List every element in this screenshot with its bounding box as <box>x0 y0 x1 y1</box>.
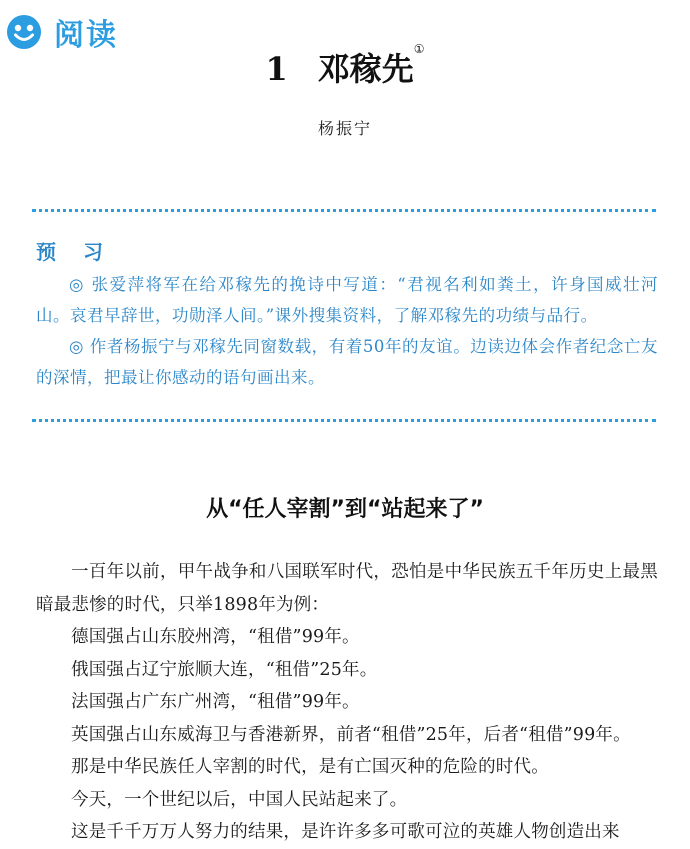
preview-item: ◎ 张爱萍将军在给邓稼先的挽诗中写道：“君视名利如粪土，许身国威壮河山。哀君早辞世，功勋泽人间。”课外搜集资料，了解邓稼先的功绩与品行。 <box>36 275 658 325</box>
section-heading: 从“任人宰割”到“站起来了” <box>206 497 484 522</box>
lesson-title <box>0 44 690 90</box>
preview-heading: 预 习 <box>36 240 113 264</box>
body-paragraph: 法国强占广东广州湾，“租借”99年。 <box>71 692 360 712</box>
lesson-number: 1 <box>265 50 288 88</box>
preview-box <box>36 236 658 393</box>
body-paragraph: 今天，一个世纪以后，中国人民站起来了。 <box>71 789 408 810</box>
body-paragraph: 那是中华民族任人宰割的时代，是有亡国灭种的危险的时代。 <box>71 757 549 777</box>
body-text <box>36 556 658 849</box>
lesson-title-text: 邓稼先 <box>317 50 414 88</box>
body-paragraph: 德国强占山东胶州湾，“租借”99年。 <box>71 627 360 647</box>
preview-item: ◎ 作者杨振宁与邓稼先同窗数载，有着50年的友谊。边读边体会作者纪念亡友的深情，把最让你感动的语句画出来。 <box>36 337 658 387</box>
divider-top <box>32 209 656 212</box>
body-paragraph: 一百年以前，甲午战争和八国联军时代，恐怕是中华民族五千年历史上最黑暗最悲惨的时代，只举1898年为例： <box>36 562 658 615</box>
section-label: 阅读 <box>54 18 118 53</box>
body-paragraph: 这是千千万万人努力的结果，是许许多多可歌可泣的英雄人物创造出来 <box>71 822 620 842</box>
body-paragraph: 俄国强占辽宁旅顺大连，“租借”25年。 <box>71 659 378 680</box>
footnote-marker[interactable]: ① <box>413 42 425 56</box>
divider-bottom <box>32 419 656 422</box>
body-paragraph: 英国强占山东威海卫与香港新界，前者“租借”25年，后者“租借”99年。 <box>71 724 631 745</box>
author-name: 杨振宁 <box>317 119 372 138</box>
